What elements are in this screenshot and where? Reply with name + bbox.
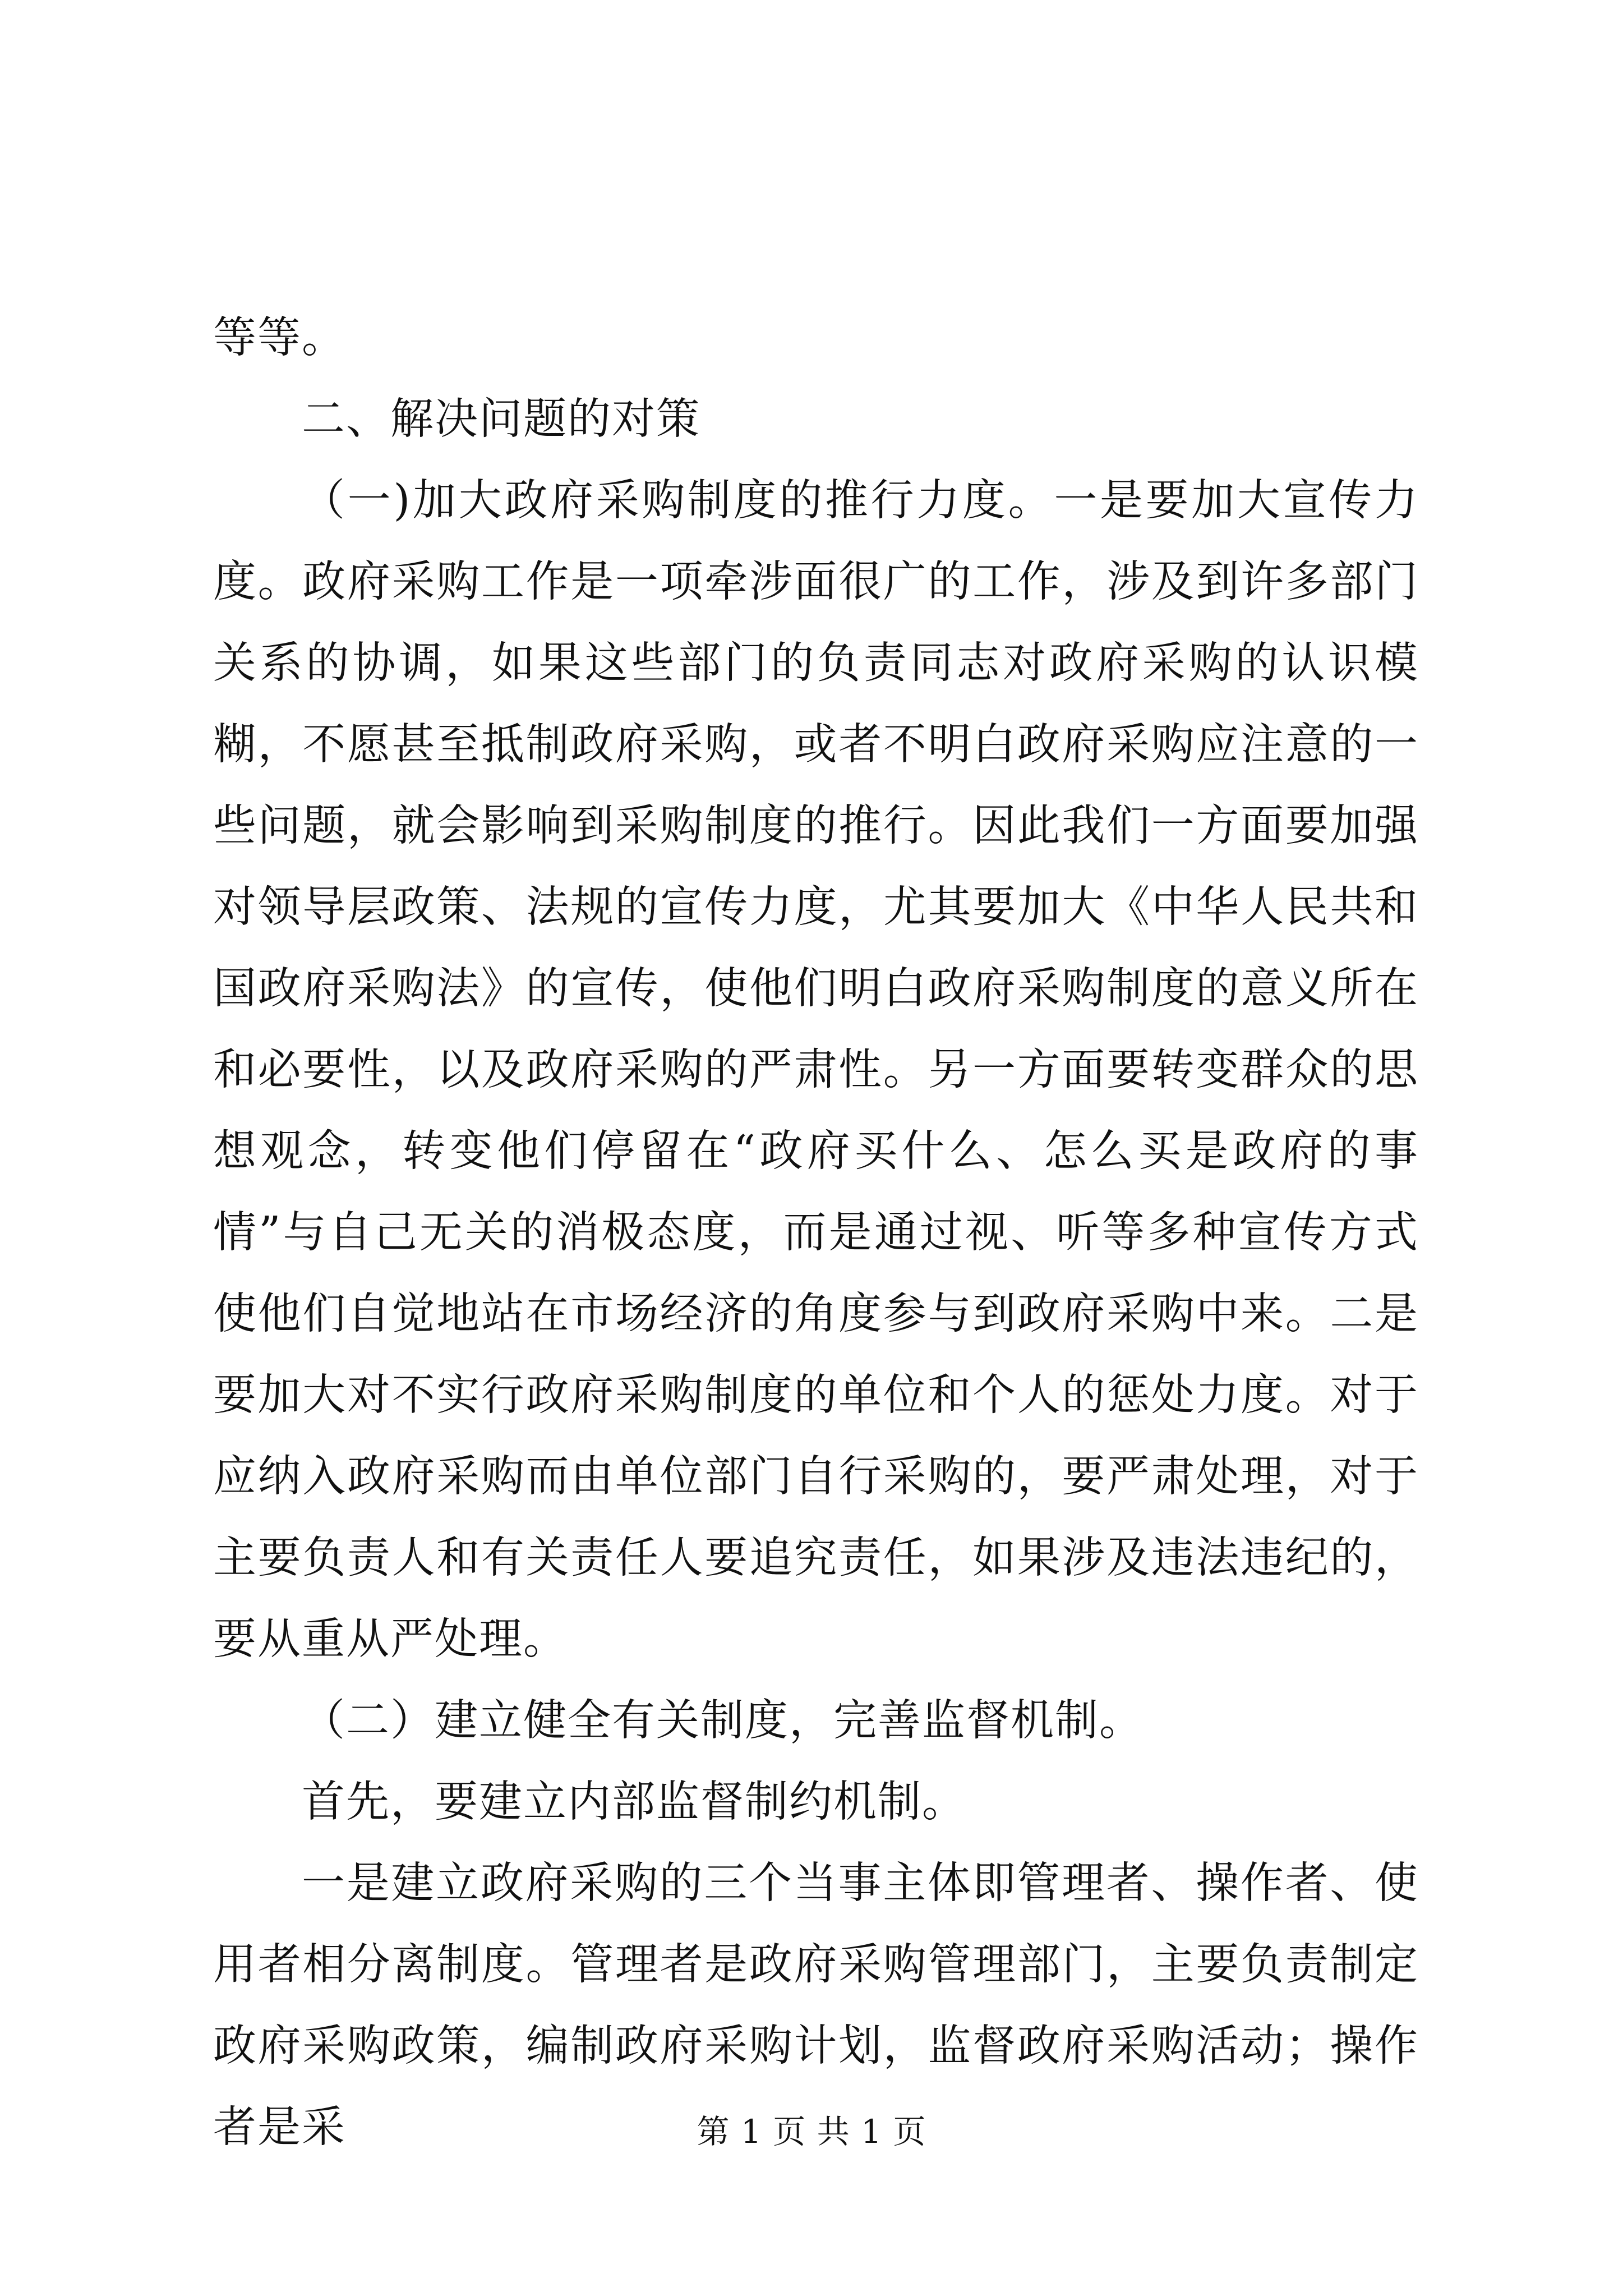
paragraph-continuation: 等等。 (213, 313, 346, 363)
paragraph-promotion-measures: （一)加大政府采购制度的推行力度。一是要加大宣传力度。政府采购工作是一项牵涉面很广的工作，涉及到许多部门关系的协调，如果这些部门的负责同志对政府采购的认识模糊，不愿甚至抵制政府采购，或者不明白政府采购应注意的一些问题，就会影响到采购制度的推行。因此我们一方面要加强对领导层政策、法规的宣传力度，尤其要加大《中华人民共和国政府采购法》的宣传，使他们明白政府采购制度的意义所在和必要性，以及政府采购的严肃性。另一方面要转变群众的思想观念，转变他们停留在“政府买什么、怎么买是政府的事情”与自己无关的消极态度，而是通过视、听等多种宣传方式使他们自觉地站在市场经济的角度参与到政府采购中来。二是要加大对不实行政府采购制度的单位和个人的惩处力度。对于应纳入政府采购而由单位部门自行采购的，要严肃处理，对于主要负责人和有关责任人要追究责任，如果涉及违法违纪的，要从重从严处理。 (213, 476, 1419, 1664)
paragraph-separation-system: 一是建立政府采购的三个当事主体即管理者、操作者、使用者相分离制度。管理者是政府采购管理部门，主要负责制定政府采购政策，编制政府采购计划，监督政府采购活动；操作者是采 (213, 1858, 1419, 2152)
document-body (213, 297, 1419, 2168)
page-footer: 第 1 页 共 1 页 (697, 2113, 926, 2151)
section-heading: 二、解决问题的对策 (302, 394, 700, 444)
paragraph-internal-supervision: 首先，要建立内部监督制约机制。 (302, 1777, 966, 1827)
subsection-heading: （二）建立健全有关制度，完善监督机制。 (302, 1696, 1144, 1746)
